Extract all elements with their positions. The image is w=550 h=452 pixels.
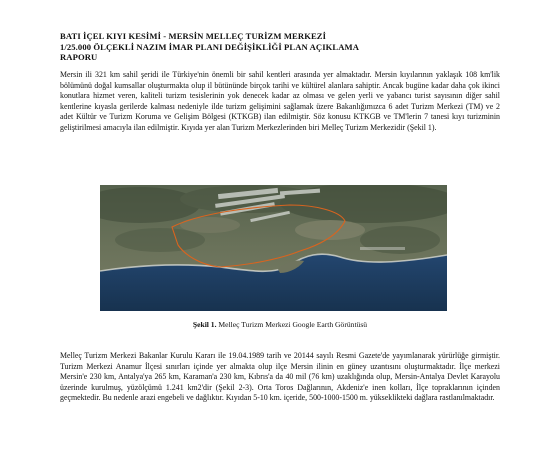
location-paragraph: Melleç Turizm Merkezi Bakanlar Kurulu Kararı ile 19.04.1989 tarih ve 20144 sayılı Resmi Gazete'de yayımlanarak yürürlüğe girmiştir. Turizm Merkezi Anamur İlçesi sınırları içinde yer almakta olup ilçe Mersin ilinin en güney uzantısını oluşturmaktadır. İlçe merkezi Mersin'e 230 km, Antalya'ya 265 km, Karaman'a 230 km, Kıbrıs'a da 40 mil (76 km) uzaklığında olup, Mersin-Antalya Devlet Karayolu üzerinde kurulmuş, yüzölçümü 1.241 km2'dir (Şekil 2-3). Orta Toros Dağlarının, Akdeniz'e inen kolları, İlçe topraklarının içinden geçmektedir. Bu nedenle arazi engebeli ve dağlıktır. Kıyıdan 5-10 km. içeride, 500-1000-1500 m. yükseklikteki dağlara rastlanılmaktadır. [60, 351, 500, 403]
title-line-2: 1/25.000 ÖLÇEKLİ NAZIM İMAR PLANI DEĞİŞİKLİĞİ PLAN AÇIKLAMA [60, 41, 360, 52]
satellite-image-drawing [100, 185, 447, 311]
title-line-1: BATI İÇEL KIYI KESİMİ - MERSİN MELLEÇ TURİZM MERKEZİ [60, 31, 327, 41]
intro-paragraph: Mersin ili 321 km sahil şeridi ile Türkiye'nin önemli bir sahil kentleri arasında yer almaktadır. Mersin kıyılarının yaklaşık 108 km'lik bölümünü doğal kumsallar oluşturmakta olup il bütününde birçok tarihi ve kültürel alanlara sahiptir. Ancak bugüne kadar daha çok ikinci konutlara hizmet veren, kaliteli turizm tesislerinin yok denecek kadar az olması ve gelen yerli ve yabancı turist sayısının diğer sahil kentlerine kıyasla gerilerde kalması nedeniyle ilde turizm gelişimini sağlamak üzere Bakanlığımızca 6 adet Turizm Merkezi (TM) ve 2 adet Kültür ve Turizm Koruma ve Gelişim Bölgesi (KTKGB) ilan edilmiştir. Söz konusu KTKGB ve TM'lerin 7 tanesi kıyı turizminin geliştirilmesi amacıyla ilan edilmiştir. Kıyıda yer alan Turizm Merkezlerinden biri Melleç Turizm Merkezidir (Şekil 1). [60, 70, 500, 132]
caption-label: Şekil 1. [192, 320, 217, 329]
report-title [60, 31, 500, 63]
satellite-image [100, 185, 447, 311]
title-line-3: RAPORU [60, 52, 98, 62]
caption-text: Melleç Turizm Merkezi Google Earth Görüntüsü [216, 320, 368, 329]
figure-caption [60, 320, 500, 330]
